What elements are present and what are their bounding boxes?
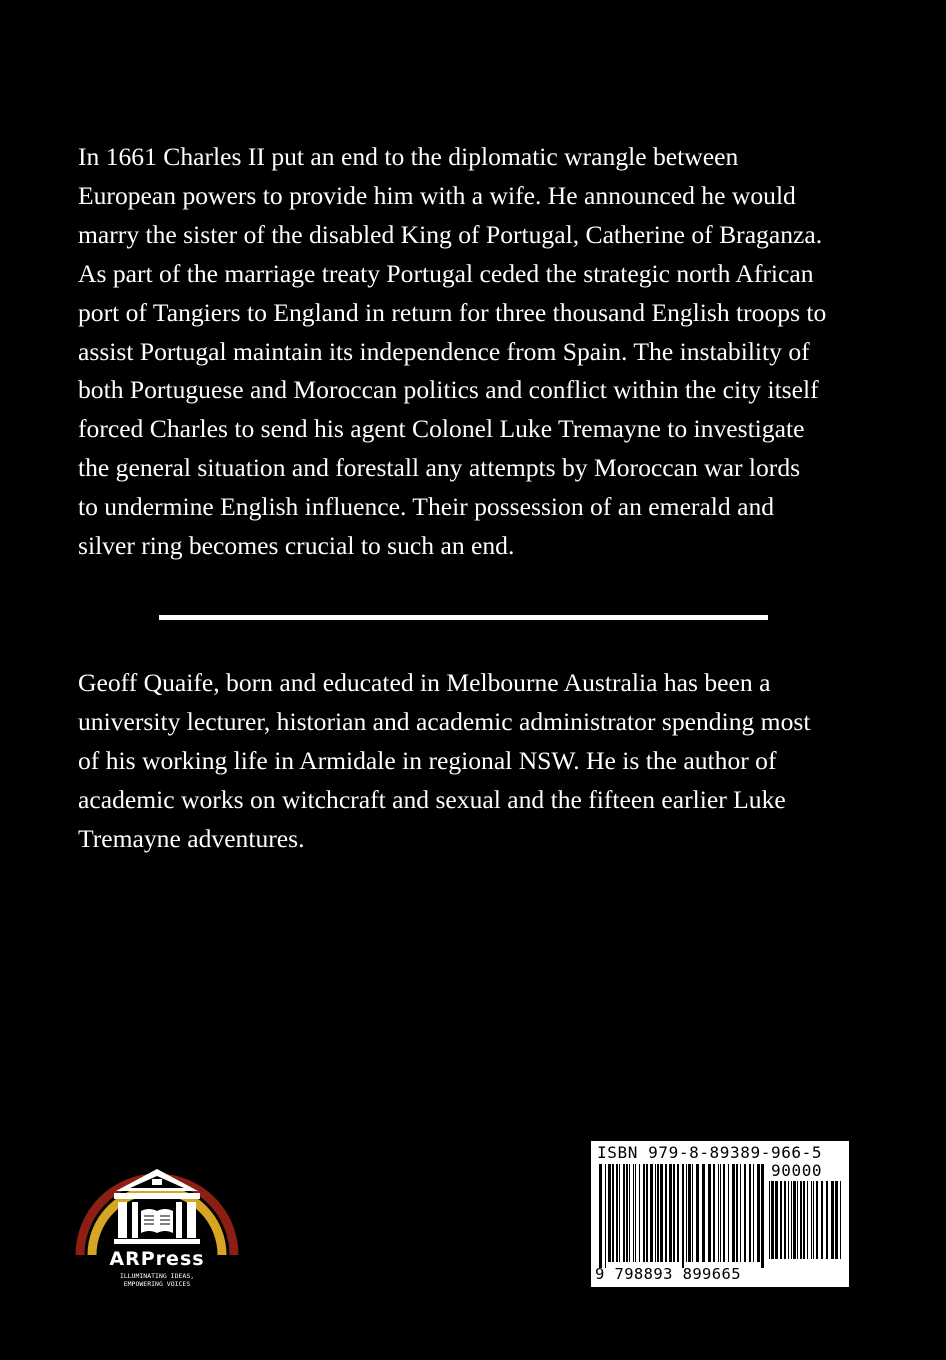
isbn-barcode [591, 1141, 849, 1287]
barcode-bar [696, 1164, 699, 1262]
barcode-bar [708, 1164, 711, 1262]
author-bio [78, 664, 868, 859]
blurb-line: In 1661 Charles II put an end to the diplomatic wrangle between [78, 142, 739, 171]
barcode-bar [788, 1181, 789, 1259]
barcode-bar [835, 1181, 838, 1259]
publisher-tagline-line: EMPOWERING VOICES [123, 1280, 191, 1288]
barcode-bar [761, 1164, 764, 1268]
barcode-bar [635, 1164, 636, 1262]
blurb-line: forced Charles to send his agent Colonel Luke Tremayne to investigate [78, 414, 805, 444]
barcode-bar [619, 1164, 620, 1262]
barcode-bar [826, 1181, 828, 1259]
barcode-bar [633, 1164, 634, 1262]
barcode-bar [749, 1164, 751, 1262]
barcode-bar [643, 1164, 645, 1262]
barcode-bar [682, 1164, 684, 1268]
barcode-bars [599, 1164, 765, 1268]
barcode-bar [626, 1164, 628, 1262]
barcode-bar [791, 1181, 792, 1259]
barcode-bar [718, 1164, 719, 1262]
barcode-bar [713, 1164, 715, 1262]
blurb-line: port of Tangiers to England in return for three thousand English troops to [78, 297, 827, 327]
barcode-bar [688, 1164, 691, 1262]
blurb-line: silver ring becomes crucial to such an end. [78, 531, 515, 561]
publisher-name: ARPress [109, 1248, 205, 1270]
barcode-bar [702, 1164, 705, 1262]
bio-line: academic works on witchcraft and sexual and the fifteen earlier Luke [78, 784, 786, 814]
barcode-bar [605, 1164, 606, 1268]
barcode-bar [686, 1164, 687, 1262]
barcode-bar [728, 1164, 729, 1262]
barcode-bar [669, 1164, 672, 1262]
barcode-bar [775, 1181, 778, 1259]
barcode-bar [665, 1164, 667, 1262]
blurb-line: the general situation and forestall any attempts by Moroccan war lords [78, 453, 801, 483]
barcode-bar [657, 1164, 659, 1262]
barcode-bar [813, 1181, 814, 1259]
barcode-bar [639, 1164, 640, 1262]
barcode-bar [673, 1164, 675, 1262]
barcode-bar [720, 1164, 721, 1262]
barcode-bar [780, 1181, 782, 1259]
barcode-bar [807, 1181, 808, 1259]
blurb-line: to undermine English influence. Their possession of an emerald and [78, 492, 775, 522]
publisher-logo [74, 1135, 240, 1295]
barcode-bar [677, 1164, 679, 1262]
bio-line: Geoff Quaife, born and educated in Melbourne Australia has been a [78, 668, 771, 697]
barcode-addon-bars [769, 1181, 843, 1265]
barcode-bar [816, 1181, 818, 1259]
section-divider [159, 615, 768, 620]
bio-line: of his working life in Armidale in regional NSW. He is the author of [78, 745, 777, 775]
bio-line: Tremayne adventures. [78, 823, 305, 853]
barcode-bar [736, 1164, 738, 1262]
barcode-bar [744, 1164, 746, 1262]
blurb-line: As part of the marriage treaty Portugal ceded the strategic north African [78, 258, 814, 288]
barcode-bar [784, 1181, 786, 1259]
back-cover-blurb [78, 138, 868, 566]
blurb-line: both Portuguese and Moroccan politics and conflict within the city itself [78, 375, 819, 405]
barcode-bar [616, 1164, 618, 1262]
barcode-bar [623, 1164, 625, 1262]
barcode-bar [800, 1181, 802, 1259]
barcode-bar [771, 1181, 774, 1259]
barcode-bar [646, 1164, 648, 1262]
barcode-bar [723, 1164, 725, 1262]
library-building-icon [74, 1135, 240, 1295]
barcode-addon-label: 90000 [771, 1161, 823, 1180]
barcode-bar [650, 1164, 653, 1262]
bio-line: university lecturer, historian and academic administrator spending most [78, 706, 811, 736]
barcode-bar [612, 1164, 614, 1262]
barcode-bar [811, 1181, 812, 1259]
barcode-bar [769, 1181, 770, 1259]
barcode-bar [692, 1164, 693, 1262]
barcode-bar [753, 1164, 754, 1262]
barcode-bar [831, 1181, 834, 1259]
barcode-bar [797, 1181, 798, 1259]
barcode-bar [840, 1181, 841, 1259]
barcode-bar [793, 1181, 796, 1259]
isbn-label: ISBN 979-8-89389-966-5 [597, 1143, 823, 1162]
barcode-bar [821, 1181, 823, 1259]
blurb-line: European powers to provide him with a wife. He announced he would [78, 180, 796, 210]
publisher-tagline-line: ILLUMINATING IDEAS, [119, 1272, 195, 1280]
barcode-bar [740, 1164, 741, 1262]
barcode-bar [660, 1164, 663, 1262]
blurb-line: marry the sister of the disabled King of Portugal, Catherine of Braganza. [78, 219, 823, 249]
publisher-tagline [74, 1272, 240, 1288]
barcode-digits: 9 798893 899665 [595, 1265, 741, 1283]
blurb-line: assist Portugal maintain its independence from Spain. The instability of [78, 336, 810, 366]
barcode-bar [732, 1164, 735, 1262]
barcode-bar [629, 1164, 630, 1262]
barcode-bar [757, 1164, 760, 1262]
barcode-bar [599, 1164, 602, 1268]
barcode-bar [655, 1164, 656, 1262]
barcode-bar [608, 1164, 611, 1262]
barcode-bar [803, 1181, 805, 1259]
